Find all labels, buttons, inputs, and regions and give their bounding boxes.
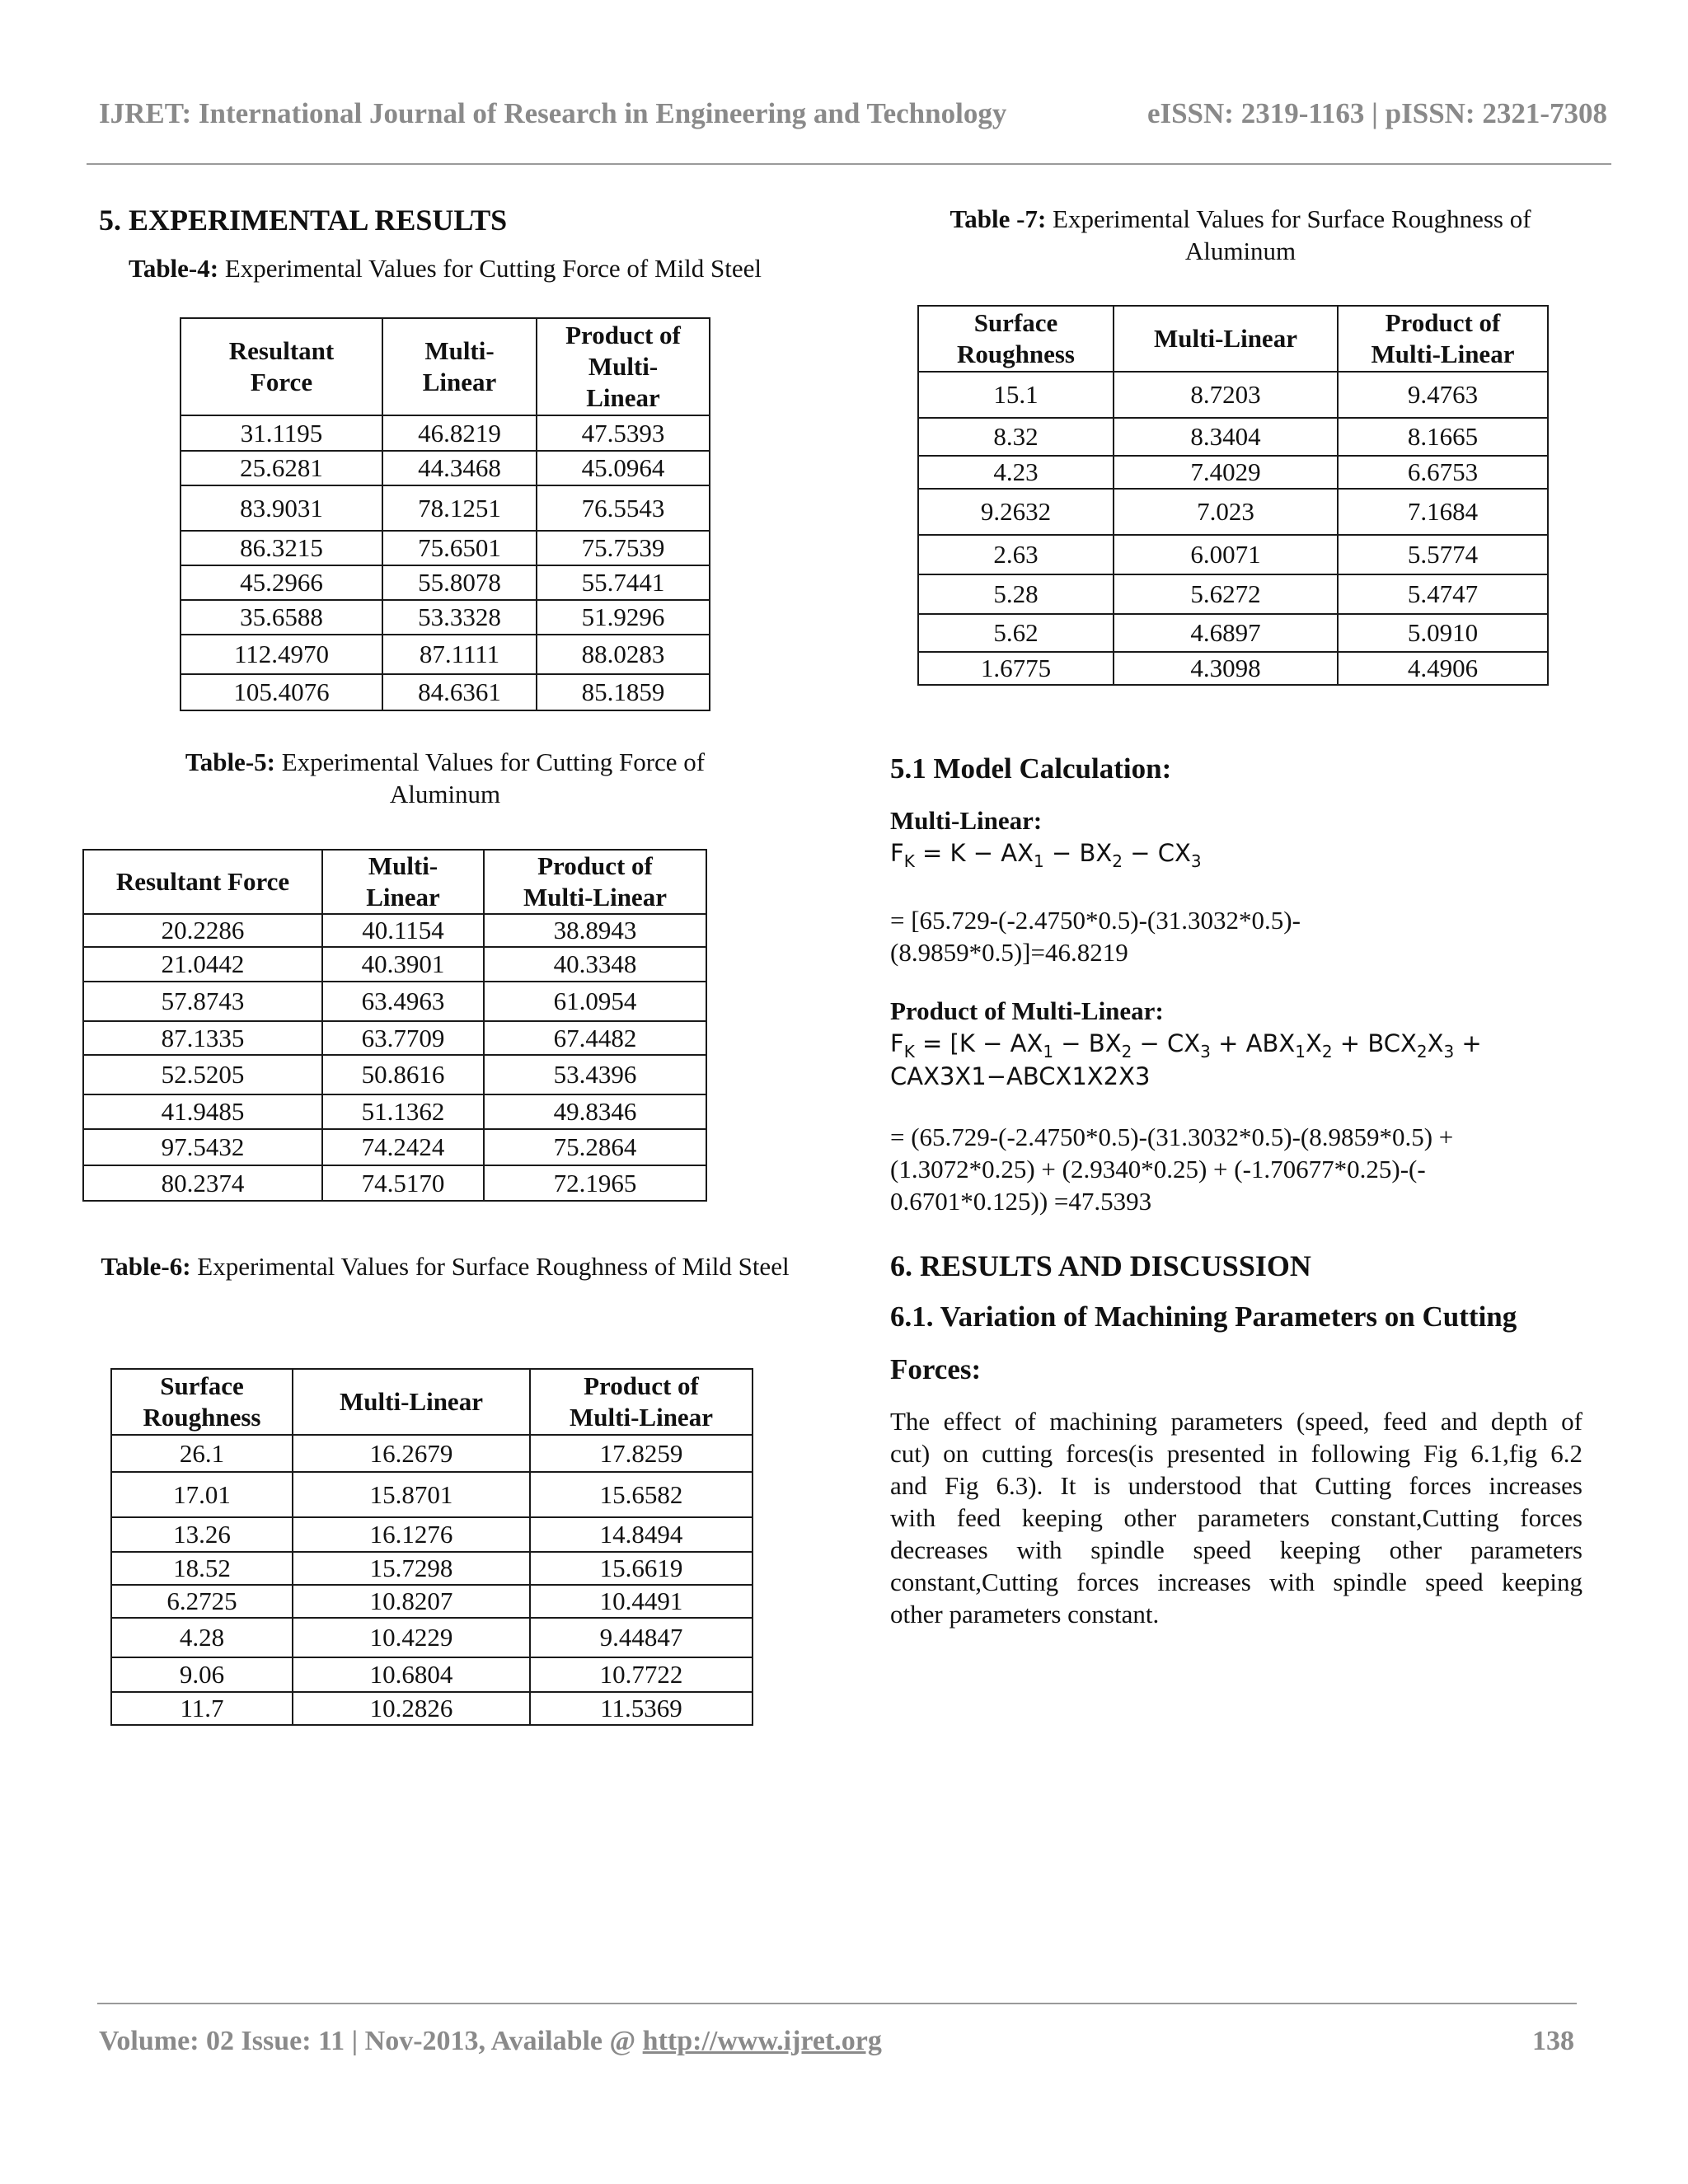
table-cell: 88.0283 xyxy=(537,635,710,674)
table-header-cell: Multi-Linear xyxy=(382,318,537,415)
table-cell: 15.6582 xyxy=(530,1472,753,1517)
table6-caption-text: Experimental Values for Surface Roughness of Mild Steel xyxy=(197,1252,790,1281)
product-calc-line: = (65.729-(-2.4750*0.5)-(31.3032*0.5)-(8.9859*0.5) + xyxy=(890,1122,1454,1151)
paragraph-line: cut) on cutting forces(is presented in following Fig 6.1,fig 6.2 xyxy=(890,1439,1582,1468)
table-row xyxy=(111,1472,753,1517)
table-cell: 78.1251 xyxy=(382,485,537,531)
table-row xyxy=(83,1055,706,1094)
table-row xyxy=(918,614,1548,652)
table-cell: 8.7203 xyxy=(1114,372,1338,418)
table-row xyxy=(181,531,710,565)
multi-linear-label: Multi-Linear: xyxy=(890,806,1043,835)
table-5 xyxy=(82,849,707,1202)
table-cell: 72.1965 xyxy=(484,1165,706,1201)
table-cell: 4.28 xyxy=(111,1618,293,1657)
table-cell: 75.7539 xyxy=(537,531,710,565)
table-cell: 7.023 xyxy=(1114,489,1338,535)
table-cell: 2.63 xyxy=(918,535,1114,574)
table-cell: 35.6588 xyxy=(181,600,382,635)
table-header-cell: Surface Roughness xyxy=(111,1369,293,1435)
table4-label: Table-4: xyxy=(128,254,219,283)
product-multi-linear-formula-cont: CAX3X1−ABCX1X2X3 xyxy=(890,1062,1151,1090)
table-header-row xyxy=(181,318,710,415)
table-header-cell: Multi-Linear xyxy=(322,850,484,914)
table-cell: 55.7441 xyxy=(537,565,710,600)
table-row xyxy=(181,600,710,635)
table-cell: 5.28 xyxy=(918,574,1114,614)
table-cell: 51.9296 xyxy=(537,600,710,635)
table-cell: 86.3215 xyxy=(181,531,382,565)
table-header-cell: Product of Multi-Linear xyxy=(1338,306,1548,372)
table-cell: 11.7 xyxy=(111,1692,293,1725)
table-cell: 40.1154 xyxy=(322,914,484,947)
table-header-cell: Resultant Force xyxy=(181,318,382,415)
table-row xyxy=(111,1692,753,1725)
table-row xyxy=(111,1435,753,1472)
table-cell: 53.3328 xyxy=(382,600,537,635)
table-cell: 25.6281 xyxy=(181,451,382,485)
table-cell: 5.6272 xyxy=(1114,574,1338,614)
product-calc-line: 0.6701*0.125)) =47.5393 xyxy=(890,1187,1152,1216)
table-cell: 21.0442 xyxy=(83,947,322,982)
table-cell: 80.2374 xyxy=(83,1165,322,1201)
table-cell: 87.1111 xyxy=(382,635,537,674)
table-header-cell: Resultant Force xyxy=(83,850,322,914)
table-cell: 18.52 xyxy=(111,1552,293,1585)
table-cell: 52.5205 xyxy=(83,1055,322,1094)
paragraph-line: The effect of machining parameters (speed, feed and depth of xyxy=(890,1407,1582,1436)
table-row xyxy=(181,635,710,674)
table-cell: 57.8743 xyxy=(83,982,322,1021)
table-cell: 46.8219 xyxy=(382,415,537,451)
table-cell: 8.32 xyxy=(918,418,1114,456)
paragraph-line: and Fig 6.3). It is understood that Cutting forces increases xyxy=(890,1471,1582,1500)
table-header-cell: Multi-Linear xyxy=(293,1369,530,1435)
table-row xyxy=(918,574,1548,614)
table-cell: 8.1665 xyxy=(1338,418,1548,456)
table-cell: 4.3098 xyxy=(1114,652,1338,685)
table-7 xyxy=(917,305,1549,686)
table-cell: 6.6753 xyxy=(1338,456,1548,489)
table-cell: 5.0910 xyxy=(1338,614,1548,652)
paragraph-line: constant,Cutting forces increases with spindle speed keeping xyxy=(890,1568,1582,1596)
table-cell: 4.4906 xyxy=(1338,652,1548,685)
table-header-cell: Surface Roughness xyxy=(918,306,1114,372)
header-rule xyxy=(87,163,1611,165)
table-cell: 15.7298 xyxy=(293,1552,530,1585)
table7-caption-text: Experimental Values for Surface Roughness of Aluminum xyxy=(1053,204,1531,265)
table-cell: 45.0964 xyxy=(537,451,710,485)
table-4 xyxy=(180,317,710,711)
table-cell: 9.4763 xyxy=(1338,372,1548,418)
table6-label: Table-6: xyxy=(101,1252,191,1281)
multi-linear-formula: $F_K = K - AX_1 - BX_2 - CX_3$ xyxy=(890,839,1202,871)
table-cell: 53.4396 xyxy=(484,1055,706,1094)
table-cell: 10.7722 xyxy=(530,1657,753,1692)
table-cell: 63.7709 xyxy=(322,1021,484,1055)
running-footer xyxy=(99,2026,1574,2057)
table-row xyxy=(111,1657,753,1692)
table-row xyxy=(918,372,1548,418)
table-cell: 40.3901 xyxy=(322,947,484,982)
model-calculation-title: 5.1 Model Calculation: xyxy=(890,752,1172,785)
running-header xyxy=(99,97,1607,130)
multi-linear-calc-line: = [65.729-(-2.4750*0.5)-(31.3032*0.5)- xyxy=(890,906,1301,935)
table-cell: 38.8943 xyxy=(484,914,706,947)
table-cell: 7.1684 xyxy=(1338,489,1548,535)
table-row xyxy=(83,1094,706,1129)
multi-linear-calc-line: (8.9859*0.5)]=46.8219 xyxy=(890,938,1128,967)
table5-caption-text: Experimental Values for Cutting Force of Aluminum xyxy=(281,748,706,808)
table-cell: 50.8616 xyxy=(322,1055,484,1094)
table7-caption xyxy=(915,203,1566,267)
table-cell: 45.2966 xyxy=(181,565,382,600)
table-header-cell: Product of Multi-Linear xyxy=(537,318,710,415)
table-cell: 15.1 xyxy=(918,372,1114,418)
table-cell: 8.3404 xyxy=(1114,418,1338,456)
table-cell: 17.01 xyxy=(111,1472,293,1517)
table-row xyxy=(111,1618,753,1657)
table-6 xyxy=(110,1368,753,1726)
table-cell: 10.8207 xyxy=(293,1585,530,1618)
journal-link[interactable]: http://www.ijret.org xyxy=(642,2026,882,2056)
table-cell: 63.4963 xyxy=(322,982,484,1021)
product-multi-linear-label: Product of Multi-Linear: xyxy=(890,996,1164,1025)
table-cell: 5.5774 xyxy=(1338,535,1548,574)
table-cell: 7.4029 xyxy=(1114,456,1338,489)
table-header-row xyxy=(83,850,706,914)
table-cell: 4.6897 xyxy=(1114,614,1338,652)
table-cell: 76.5543 xyxy=(537,485,710,531)
table-row xyxy=(918,535,1548,574)
table6-caption xyxy=(99,1250,791,1282)
table-header-cell: Product of Multi-Linear xyxy=(530,1369,753,1435)
table-cell: 10.4491 xyxy=(530,1585,753,1618)
table-row xyxy=(181,415,710,451)
table-row xyxy=(111,1552,753,1585)
table5-label: Table-5: xyxy=(185,748,275,776)
table-cell: 13.26 xyxy=(111,1517,293,1552)
table-row xyxy=(83,1129,706,1165)
table-cell: 75.2864 xyxy=(484,1129,706,1165)
table-cell: 49.8346 xyxy=(484,1094,706,1129)
table-row xyxy=(918,456,1548,489)
table-cell: 105.4076 xyxy=(181,674,382,710)
footer-rule xyxy=(97,2003,1577,2004)
table-cell: 5.4747 xyxy=(1338,574,1548,614)
table-row xyxy=(83,914,706,947)
table-row xyxy=(111,1585,753,1618)
table-row xyxy=(918,418,1548,456)
table-cell: 16.2679 xyxy=(293,1435,530,1472)
table-row xyxy=(918,489,1548,535)
table-cell: 5.62 xyxy=(918,614,1114,652)
table-cell: 85.1859 xyxy=(537,674,710,710)
table-row xyxy=(181,565,710,600)
table-row xyxy=(83,1165,706,1201)
product-calc-line: (1.3072*0.25) + (2.9340*0.25) + (-1.70677*0.25)-(- xyxy=(890,1155,1426,1183)
table-cell: 4.23 xyxy=(918,456,1114,489)
table-cell: 97.5432 xyxy=(83,1129,322,1165)
table-cell: 6.2725 xyxy=(111,1585,293,1618)
table-cell: 61.0954 xyxy=(484,982,706,1021)
table-cell: 6.0071 xyxy=(1114,535,1338,574)
table-cell: 10.6804 xyxy=(293,1657,530,1692)
table4-caption xyxy=(95,252,795,284)
table-row xyxy=(181,451,710,485)
paragraph-line: other parameters constant. xyxy=(890,1600,1160,1629)
table5-caption xyxy=(157,746,734,810)
table-row xyxy=(83,947,706,982)
table-cell: 87.1335 xyxy=(83,1021,322,1055)
table-cell: 44.3468 xyxy=(382,451,537,485)
paragraph-line: decreases with spindle speed keeping other parameters xyxy=(890,1535,1582,1564)
subsection-title: 6.1. Variation of Machining Parameters on Cutting xyxy=(890,1301,1517,1333)
table-cell: 16.1276 xyxy=(293,1517,530,1552)
table-header-cell: Multi-Linear xyxy=(1114,306,1338,372)
table-header-row xyxy=(918,306,1548,372)
table-header-cell: Product of Multi-Linear xyxy=(484,850,706,914)
table-row xyxy=(83,982,706,1021)
section-title: 6. RESULTS AND DISCUSSION xyxy=(890,1249,1311,1282)
table-cell: 31.1195 xyxy=(181,415,382,451)
table-cell: 14.8494 xyxy=(530,1517,753,1552)
footer-volume xyxy=(99,2026,882,2057)
table-header-row xyxy=(111,1369,753,1435)
table-cell: 67.4482 xyxy=(484,1021,706,1055)
discussion-paragraph xyxy=(890,1405,1582,1630)
table-cell: 15.6619 xyxy=(530,1552,753,1585)
table-cell: 11.5369 xyxy=(530,1692,753,1725)
table-cell: 55.8078 xyxy=(382,565,537,600)
table-cell: 83.9031 xyxy=(181,485,382,531)
table-row xyxy=(918,652,1548,685)
table4-caption-text: Experimental Values for Cutting Force of Mild Steel xyxy=(224,254,762,283)
table-cell: 51.1362 xyxy=(322,1094,484,1129)
table-cell: 40.3348 xyxy=(484,947,706,982)
table-cell: 112.4970 xyxy=(181,635,382,674)
table-cell: 74.5170 xyxy=(322,1165,484,1201)
table-cell: 10.2826 xyxy=(293,1692,530,1725)
subsection-title: Forces: xyxy=(890,1353,982,1385)
table7-label: Table -7: xyxy=(950,204,1047,233)
issn-info: eISSN: 2319-1163 | pISSN: 2321-7308 xyxy=(1146,97,1607,129)
table-cell: 9.44847 xyxy=(530,1618,753,1657)
table-cell: 10.4229 xyxy=(293,1618,530,1657)
table-cell: 84.6361 xyxy=(382,674,537,710)
paragraph-line: with feed keeping other parameters constant,Cutting forces xyxy=(890,1503,1582,1532)
page-number: 138 xyxy=(1532,2026,1574,2056)
table-cell: 47.5393 xyxy=(537,415,710,451)
table-row xyxy=(83,1021,706,1055)
table-cell: 9.06 xyxy=(111,1657,293,1692)
journal-title: IJRET: International Journal of Research in Engineering and Technology xyxy=(99,97,1007,129)
table-cell: 41.9485 xyxy=(83,1094,322,1129)
table-row xyxy=(111,1517,753,1552)
table-row xyxy=(181,485,710,531)
table-cell: 15.8701 xyxy=(293,1472,530,1517)
section-title: 5. EXPERIMENTAL RESULTS xyxy=(99,204,508,237)
table-cell: 26.1 xyxy=(111,1435,293,1472)
table-row xyxy=(181,674,710,710)
table-cell: 20.2286 xyxy=(83,914,322,947)
table-cell: 74.2424 xyxy=(322,1129,484,1165)
table-cell: 17.8259 xyxy=(530,1435,753,1472)
product-multi-linear-formula: $F_K = [K - AX_1 - BX_2 - CX_3 + ABX_1X_2 + BCX_2X_3$ + xyxy=(890,1029,1482,1062)
table-cell: 1.6775 xyxy=(918,652,1114,685)
table-cell: 9.2632 xyxy=(918,489,1114,535)
table-cell: 75.6501 xyxy=(382,531,537,565)
footer-volume-text: Volume: 02 Issue: 11 | Nov-2013, Available @ xyxy=(99,2026,643,2056)
